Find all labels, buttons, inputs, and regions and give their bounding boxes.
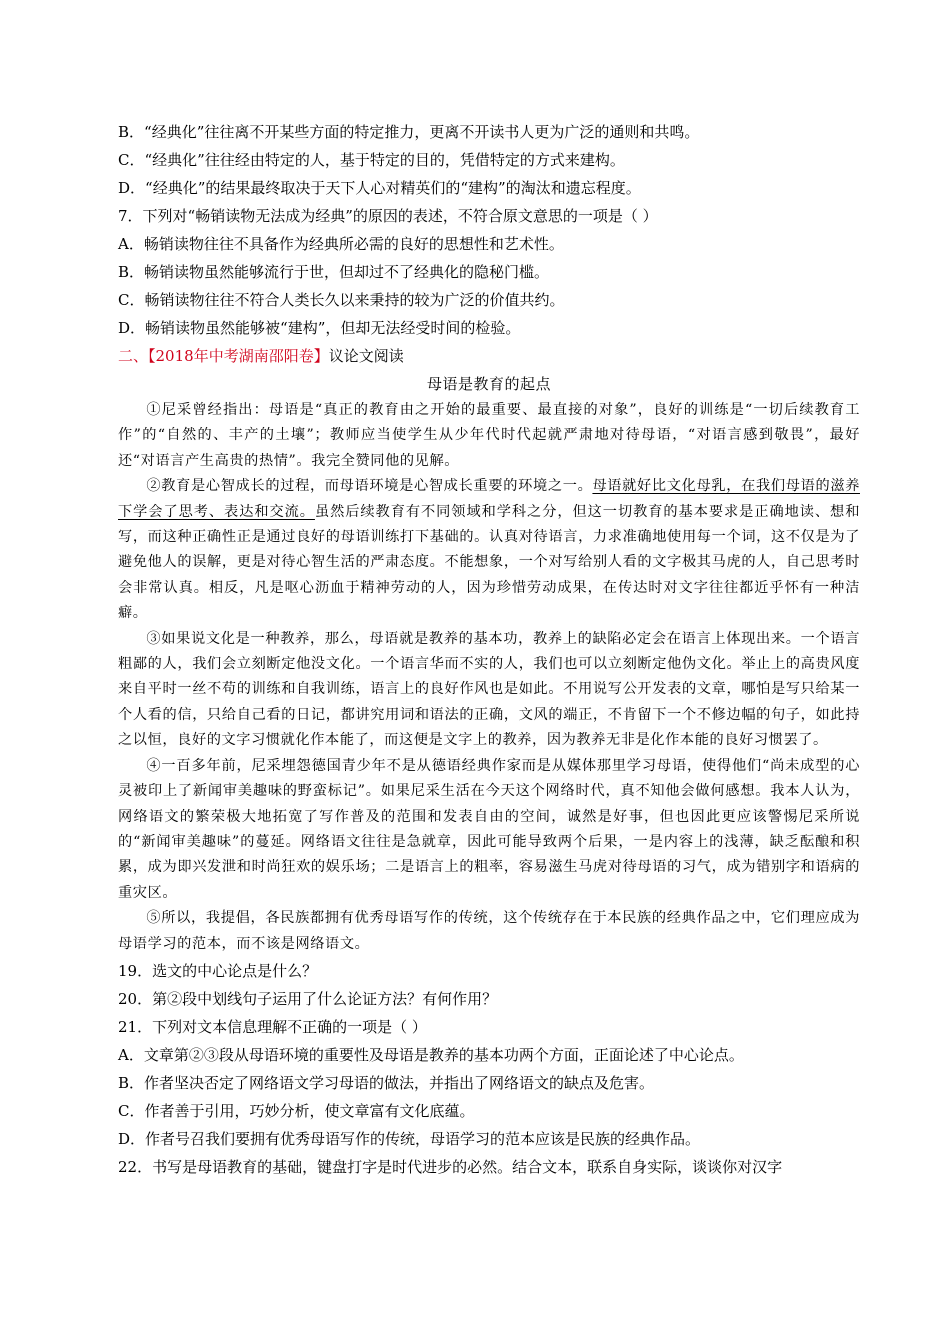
article-paragraph-5: ⑤所以，我提倡，各民族都拥有优秀母语写作的传统，这个传统存在于本民族的经典作品之中，它们理应成为母语学习的范本，而不该是网络语文。 <box>118 910 860 952</box>
question-19: 19．选文的中心论点是什么？ <box>118 961 318 980</box>
q21-option-d: D．作者号召我们要拥有优秀母语写作的传统，母语学习的范本应该是民族的经典作品。 <box>118 1129 701 1148</box>
underlined-sentence: 母语就好比文化母乳，在我们母语的滋养下学会了思考、表达和交流。 <box>118 478 860 520</box>
question-20: 20．第②段中划线句子运用了什么论证方法？有何作用？ <box>118 989 498 1008</box>
article-paragraph-2 <box>118 474 860 626</box>
paragraph-2-intro: ②教育是心智成长的过程，而母语环境是心智成长重要的环境之一。 <box>146 478 593 495</box>
section-number: 二、 <box>118 347 149 365</box>
q7-option-b: B．畅销读物虽然能够流行于世，但却过不了经典化的隐秘门槛。 <box>118 263 550 281</box>
section-type: 议论文阅读 <box>328 347 404 365</box>
section-heading <box>118 342 860 370</box>
q7-stem: 7．下列对“畅销读物无法成为经典”的原因的表述，不符合原文意思的一项是（ ） <box>118 207 658 225</box>
paragraph-2-body: 虽然后续教育有不同领域和学科之分，但这一切教育的基本要求是正确地读、想和写，而这种正确性正是通过良好的母语训练打下基础的。认真对待语言，力求准确地使用每一个词，这不仅是为了避免他人的误解，更是对待心智生活的严肃态度。不能想象，一个对写给别人看的文字极其马虎的人，自己思考时会非常认真。相反，凡是呕心沥血于精神劳动的人，因为珍惜劳动成果，在传达时对文字往往都近乎怀有一种洁癖。 <box>118 503 860 622</box>
article-paragraph-3: ③如果说文化是一种教养，那么，母语就是教养的基本功，教养上的缺陷必定会在语言上体现出来。一个语言粗鄙的人，我们会立刻断定他没文化。一个语言华而不实的人，我们也可以立刻断定他伪文化。举止上的高贵风度来自平时一丝不苟的训练和自我训练，语言上的良好作风也是如此。不用说写公开发表的文章，哪怕是写只给某一个人看的信，只给自己看的日记，都讲究用词和语法的正确，文风的端正，不肯留下一个不修边幅的句子，如此持之以恒，良好的文字习惯就化作本能了，而这便是文字上的教养，因为教养无非是化作本能的良好习惯罢了。 <box>118 630 860 749</box>
page-content <box>118 118 860 1181</box>
question-22: 22．书写是母语教育的基础，键盘打字是时代进步的必然。结合文本，联系自身实际，谈谈你对汉字 <box>118 1157 783 1176</box>
article-paragraph-1: ①尼采曾经指出：母语是“真正的教育由之开始的最重要、最直接的对象”，良好的训练是“一切后续教育工作”的“自然的、丰产的土壤”；教师应当使学生从少年代时代起就严肃地对待母语，“对语言感到敬畏”，最好还“对语言产生高贵的热情”。我完全赞同他的见解。 <box>118 402 860 469</box>
article-paragraph-4: ④一百多年前，尼采埋怨德国青少年不是从德语经典作家而是从媒体那里学习母语，使得他们“尚未成型的心灵被印上了新闻审美趣味的野蛮标记”。如果尼采生活在今天这个网络时代，真不知他会做何感想。我本人认为，网络语文的繁荣极大地拓宽了写作普及的范围和发表自由的空间，诚然是好事，但也因此更应该警惕尼采所说的“新闻审美趣味”的蔓延。网络语文往往是急就章，因此可能导致两个后果，一是内容上的浅薄，缺乏酝酿和积累，成为即兴发泄和时尚狂欢的娱乐场；二是语言上的粗率，容易滋生马虎对待母语的习气，成为错别字和语病的重灾区。 <box>118 757 860 901</box>
q6-option-c: C．“经典化”往往经由特定的人，基于特定的目的，凭借特定的方式来建构。 <box>118 151 625 169</box>
q21-option-c: C．作者善于引用，巧妙分析，使文章富有文化底蕴。 <box>118 1101 475 1120</box>
q6-option-d: D．“经典化”的结果最终取决于天下人心对精英们的“建构”的淘汰和遗忘程度。 <box>118 179 641 197</box>
q7-option-c: C．畅销读物往往不符合人类长久以来秉持的较为广泛的价值共约。 <box>118 291 565 309</box>
q21-option-b: B．作者坚决否定了网络语文学习母语的做法，并指出了网络语文的缺点及危害。 <box>118 1073 655 1092</box>
section-source: 【2018年中考湖南邵阳卷】 <box>148 347 329 365</box>
question-21: 21．下列对文本信息理解不正确的一项是（ ） <box>118 1017 427 1036</box>
article-title: 母语是教育的起点 <box>426 375 551 393</box>
q7-option-d: D．畅销读物虽然能够被“建构”，但却无法经受时间的检验。 <box>118 319 521 337</box>
q6-option-b: B．“经典化”往往离不开某些方面的特定推力，更离不开读书人更为广泛的通则和共鸣。 <box>118 123 700 141</box>
q21-option-a: A．文章第②③段从母语环境的重要性及母语是教养的基本功两个方面，正面论述了中心论点。 <box>118 1045 744 1064</box>
q7-option-a: A．畅销读物往往不具备作为经典所必需的良好的思想性和艺术性。 <box>118 235 564 253</box>
